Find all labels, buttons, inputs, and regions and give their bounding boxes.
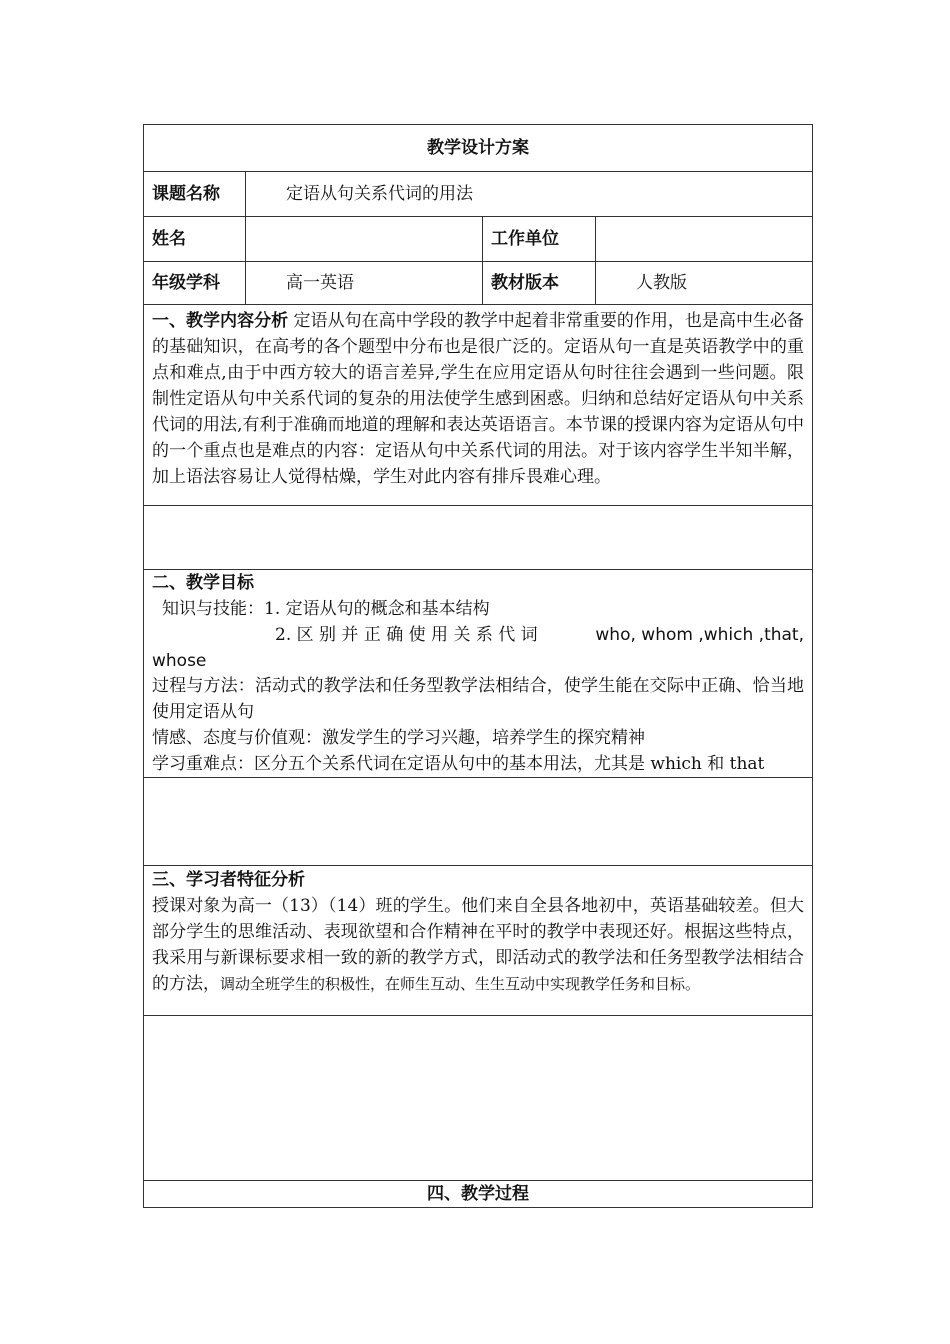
learner-analysis-heading: 三、学习者特征分析 <box>152 870 305 890</box>
objective-2-whose: whose <box>152 651 207 671</box>
blank-row-1 <box>144 506 813 570</box>
objective-1: 1. 定语从句的概念和基本结构 <box>264 599 490 619</box>
learner-analysis-text-small: 调动全班学生的积极性，在师生互动、生生互动中实现教学任务和目标。 <box>220 975 701 993</box>
learner-analysis-text-main: 授课对象为高一（13）（14）班的学生。他们来自全县各地初中，英语基础较差。但大部分学生的思维活动、表现欲望和合作精神在平时的教学中表现还好。根据这些特点，我采用与新课标要求相一致的新的教学方式，即活动式的教学法和任务型教学法相结合的方法， <box>152 896 804 994</box>
blank-row-2 <box>144 778 813 866</box>
lesson-plan-table <box>143 124 813 1208</box>
work-unit-label: 工作单位 <box>483 217 596 262</box>
objective-2-text: 2. 区 别 并 正 确 使 用 关 系 代 词 <box>275 625 538 645</box>
work-unit-value[interactable] <box>596 217 813 262</box>
content-analysis-heading: 一、教学内容分析 <box>152 311 289 331</box>
key-difficulty-text: 学习重难点：区分五个关系代词在定语从句中的基本用法，尤其是 which 和 that <box>152 754 765 774</box>
learner-analysis-section <box>144 866 813 1016</box>
name-value[interactable] <box>246 217 483 262</box>
grade-subject-label: 年级学科 <box>144 262 246 305</box>
topic-value: 定语从句关系代词的用法 <box>246 172 813 217</box>
grade-subject-value: 高一英语 <box>246 262 483 305</box>
process-method-text: 过程与方法：活动式的教学法和任务型教学法相结合，使学生能在交际中正确、恰当地使用定语从句 <box>152 676 804 722</box>
content-analysis-text: 定语从句在高中学段的教学中起着非常重要的作用，也是高中生必备的基础知识，在高考的各个题型中分布也是很广泛的。定语从句一直是英语教学中的重点和难点,由于中西方较大的语言差异,学生在应用定语从句时往往会遇到一些问题。限制性定语从句中关系代词的复杂的用法使学生感到困惑。归纳和总结好定语从句中关系代词的用法,有利于准确而地道的理解和表达英语语言。本节课的授课内容为定语从句中的一个重点也是难点的内容：定语从句中关系代词的用法。对于该内容学生半知半解，加上语法容易让人觉得枯燥，学生对此内容有排斥畏难心理。 <box>152 311 804 487</box>
textbook-edition-label: 教材版本 <box>483 262 596 305</box>
content-analysis-section <box>144 305 813 506</box>
topic-label: 课题名称 <box>144 172 246 217</box>
knowledge-skills-label: 知识与技能： <box>162 599 264 619</box>
teaching-objectives-heading: 二、教学目标 <box>152 573 254 593</box>
objective-2-pronouns: who, whom ,which ,that, <box>595 625 804 645</box>
name-label: 姓名 <box>144 217 246 262</box>
blank-row-3 <box>144 1016 813 1181</box>
textbook-edition-value: 人教版 <box>596 262 813 305</box>
emotion-values-text: 情感、态度与价值观：激发学生的学习兴趣，培养学生的探究精神 <box>152 728 645 748</box>
document-title: 教学设计方案 <box>144 125 813 172</box>
teaching-process-heading: 四、教学过程 <box>144 1181 813 1208</box>
teaching-objectives-section <box>144 570 813 778</box>
